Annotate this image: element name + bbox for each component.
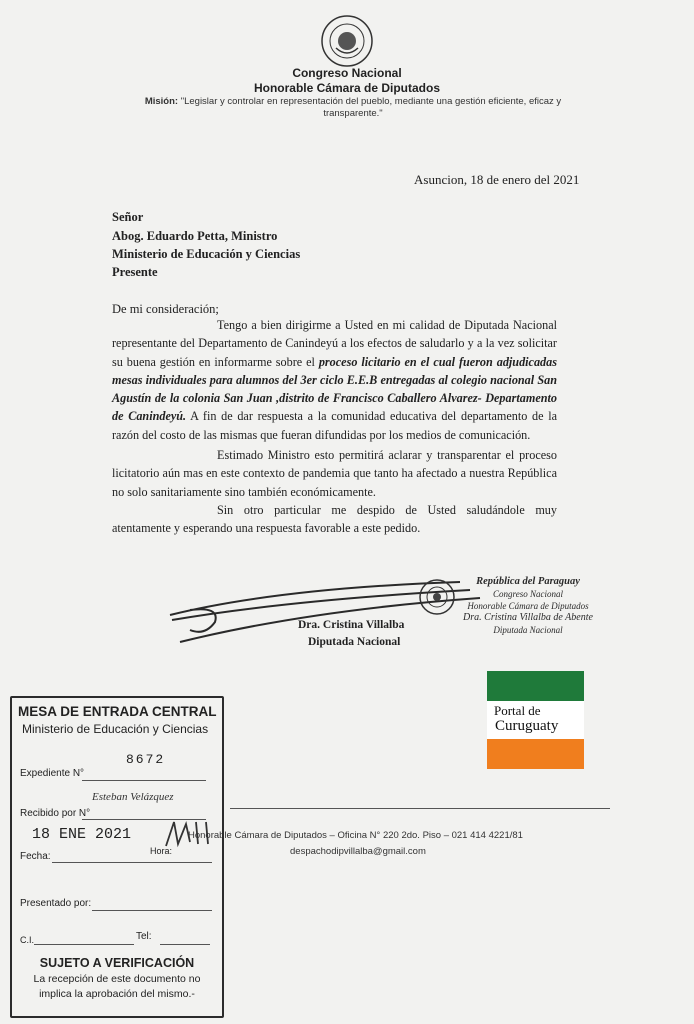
mission-label: Misión: xyxy=(144,96,179,107)
ci-line xyxy=(34,944,134,945)
stamp-title: MESA DE ENTRADA CENTRAL xyxy=(18,704,217,719)
fecha-label: Fecha: xyxy=(20,851,51,862)
ci-label: C.I. xyxy=(20,935,35,945)
recipient-line: Ministerio de Educación y Ciencias xyxy=(112,247,301,261)
congress-seal-icon xyxy=(320,14,374,68)
chamber-name: Honorable Cámara de Diputados xyxy=(253,81,441,95)
stamp-subtitle: Ministerio de Educación y Ciencias xyxy=(22,722,209,736)
signature-stamp-text xyxy=(448,576,608,636)
stamp-line: Honorable Cámara de Diputados xyxy=(467,601,589,611)
expediente-value: 8672 xyxy=(126,752,166,767)
fecha-value: 18 ENE 2021 xyxy=(32,826,132,843)
verification-line-2: implica la aprobación del mismo.- xyxy=(39,988,195,1000)
stamp-line: Congreso Nacional xyxy=(493,589,563,599)
reception-stamp xyxy=(10,696,224,1018)
verification-line-1: La recepción de este documento no xyxy=(33,973,201,985)
expediente-line xyxy=(82,780,206,781)
recipient-line: Presente xyxy=(112,265,158,279)
signer-title: Diputada Nacional xyxy=(308,636,401,648)
paragraph-1-emphasis: proceso licitario en el cual fueron adjudicadas mesas individuales para alumnos del 3er ciclo E.E.B entregadas al colegio nacional San Agustín de la colonia San Juan ,distrito de Francisco Caballero Alvarez- Departamento de Canindeyú. xyxy=(112,354,557,424)
recipient-line: Abog. Eduardo Petta, Ministro xyxy=(112,229,278,243)
hora-label: Hora: xyxy=(150,846,173,856)
stamp-line: Diputada Nacional xyxy=(493,625,563,635)
stamp-line: República del Paraguay xyxy=(476,576,580,587)
logo-white-band xyxy=(487,701,584,739)
recibido-label: Recibido por N° xyxy=(20,808,91,819)
letter-date: Asuncion, 18 de enero del 2021 xyxy=(414,172,580,187)
signer-name: Dra. Cristina Villalba xyxy=(298,619,405,631)
verification-title: SUJETO A VERIFICACIÓN xyxy=(39,956,195,970)
presentado-line xyxy=(92,910,212,911)
logo-green-band xyxy=(487,671,584,701)
portal-de-curuguaty-logo xyxy=(487,671,584,769)
footer-email: despachodipvillalba@gmail.com xyxy=(290,846,426,857)
tel-label: Tel: xyxy=(136,931,152,942)
footer-divider xyxy=(230,808,610,809)
mission-text: "Legislar y controlar en representación del pueblo, mediante una gestión eficiente, eficaz y transparente." xyxy=(180,96,562,119)
paragraph-3: Sin otro particular me despido de Usted saludándole muy atentamente y esperando una respuesta favorable a este pedido. xyxy=(112,502,557,536)
mission-statement xyxy=(118,96,588,120)
paragraph-1-start: Tengo a bien dirigirme a Usted en mi calidad de Diputada Nacional representante del Departamento de Canindeyú a los efectos de saludarlo y a la vez solicitar su buena gestión en informarme sobre el xyxy=(112,318,557,369)
time-scribble xyxy=(162,818,222,848)
letter-body xyxy=(112,316,557,538)
footer-address: Honorable Cámara de Diputados – Oficina N° 220 2do. Piso – 021 414 4221/81 xyxy=(188,830,523,841)
greeting: De mi consideración; xyxy=(112,302,219,316)
paragraph-1-end: A fin de dar respuesta a la comunidad educativa del departamento de la razón del costo de las mismas que fueran difundidas por los medios de comunicación. xyxy=(112,409,557,442)
logo-line-1: Portal de xyxy=(494,703,541,718)
fecha-line xyxy=(52,862,212,863)
paragraph-1 xyxy=(112,316,557,444)
stamp-line: Dra. Cristina Villalba de Abente xyxy=(463,612,593,623)
tel-line xyxy=(160,944,210,945)
institution-name: Congreso Nacional xyxy=(292,66,402,80)
recipient-line: Señor xyxy=(112,210,144,224)
presentado-label: Presentado por: xyxy=(20,898,92,909)
logo-orange-band xyxy=(487,739,584,769)
recibido-value: Esteban Velázquez xyxy=(92,791,174,803)
logo-line-2: Curuguaty xyxy=(495,718,559,734)
paragraph-2: Estimado Ministro esto permitirá aclarar y transparentar el proceso licitatorio aún mas en este contexto de pandemia que tanto ha afectado a nuestra República no solo sanitariamente sino también económicamente. xyxy=(112,448,557,499)
expediente-label: Expediente N° xyxy=(20,768,85,779)
